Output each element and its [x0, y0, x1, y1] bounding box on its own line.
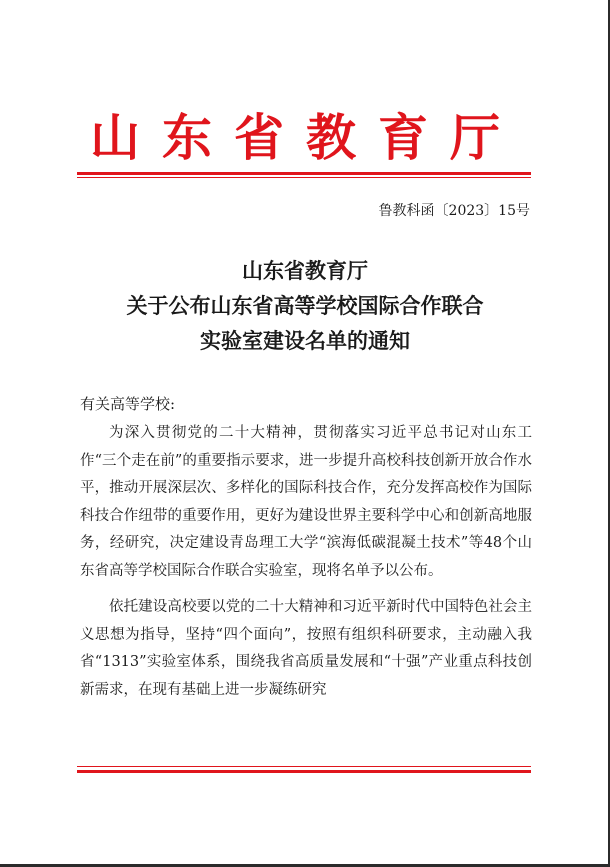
body-paragraph-2: 依托建设高校要以党的二十大精神和习近平新时代中国特色社会主义思想为指导，坚持“四个面向”，按照有组织科研要求，主动融入我省“1313”实验室体系，围绕我省高质量发展和“十强”产业重点科技创新需求，在现有基础上进一步凝练研究	[80, 599, 532, 698]
document-number: 鲁教科函〔2023〕15号	[378, 203, 530, 219]
title-line-1: 山东省教育厅	[242, 258, 368, 283]
header-rule-thick	[77, 172, 531, 175]
body-text	[80, 420, 532, 713]
title-line-2: 关于公布山东省高等学校国际合作联合	[126, 293, 484, 318]
issuer-header: 山东省教育厅	[90, 108, 522, 167]
header-rule-thin	[77, 177, 531, 178]
document-title	[80, 253, 530, 358]
title-line-3: 实验室建设名单的通知	[200, 328, 410, 353]
salutation: 有关高等学校:	[80, 395, 176, 413]
body-paragraph-1: 为深入贯彻党的二十大精神，贯彻落实习近平总书记对山东工作“三个走在前”的重要指示要求，进一步提升高校科技创新开放合作水平，推动开展深层次、多样化的国际科技合作，充分发挥高校作为国际科技合作纽带的重要作用，更好为建设世界主要科学中心和创新高地服务，经研究，决定建设青岛理工大学“滨海低碳混凝土技术”等48个山东省高等学校国际合作联合实验室，现将名单予以公布。	[80, 425, 532, 579]
footer-rule-thin	[77, 766, 531, 767]
footer-rule-thick	[77, 770, 531, 773]
